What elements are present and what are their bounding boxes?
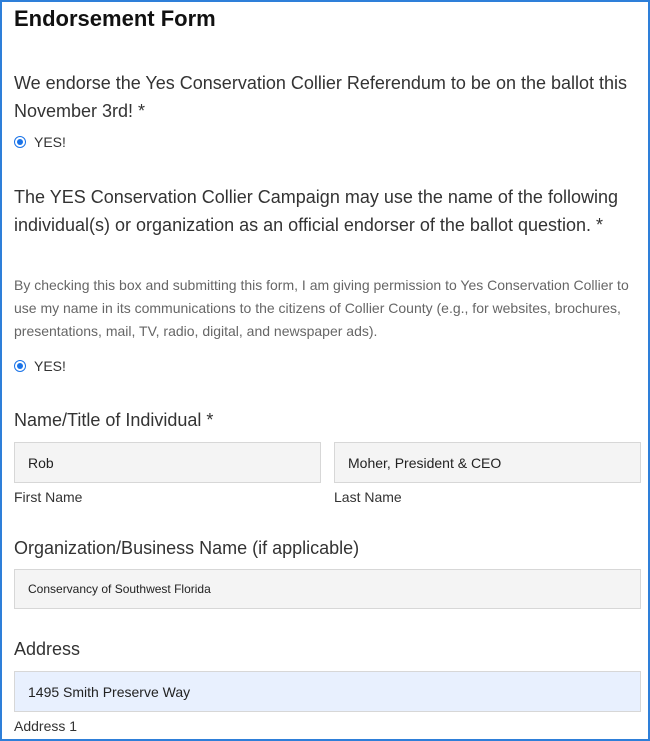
name-usage-yes-label: YES! [34, 358, 66, 374]
address-line1-value: 1495 Smith Preserve Way [28, 683, 191, 700]
endorse-referendum-yes-option[interactable] [14, 134, 66, 150]
first-name-field[interactable] [14, 442, 321, 483]
organization-label: Organization/Business Name (if applicable) [14, 538, 360, 558]
endorse-referendum-yes-label: YES! [34, 134, 66, 150]
organization-value: Conservancy of Southwest Florida [28, 582, 211, 596]
first-name-label: First Name [14, 489, 83, 505]
radio-selected-icon[interactable] [14, 360, 26, 372]
last-name-value: Moher, President & CEO [348, 454, 502, 471]
endorse-referendum-question: We endorse the Yes Conservation Collier Referendum to be on the ballot this November 3rd! * [14, 73, 628, 121]
name-title-label: Name/Title of Individual * [14, 410, 214, 430]
address-line1-label: Address 1 [14, 718, 78, 734]
last-name-label: Last Name [334, 489, 402, 505]
address-line1-field[interactable] [14, 671, 641, 712]
organization-field[interactable] [14, 569, 641, 609]
form-title: Endorsement Form [14, 6, 216, 31]
last-name-field[interactable] [334, 442, 641, 483]
name-usage-yes-option[interactable] [14, 358, 66, 374]
address-label: Address [14, 639, 81, 659]
first-name-value: Rob [28, 454, 54, 471]
radio-selected-icon[interactable] [14, 136, 26, 148]
name-usage-description: By checking this box and submitting this form, I am giving permission to Yes Conservation Collier to use my name in its communications to the citizens of Collier County (e.g., for websites, brochures, presentations, mail, TV, radio, digital, and newspaper ads). [14, 277, 629, 339]
name-usage-question: The YES Conservation Collier Campaign may use the name of the following individual(s) or organization as an official endorser of the ballot question. * [14, 187, 618, 235]
